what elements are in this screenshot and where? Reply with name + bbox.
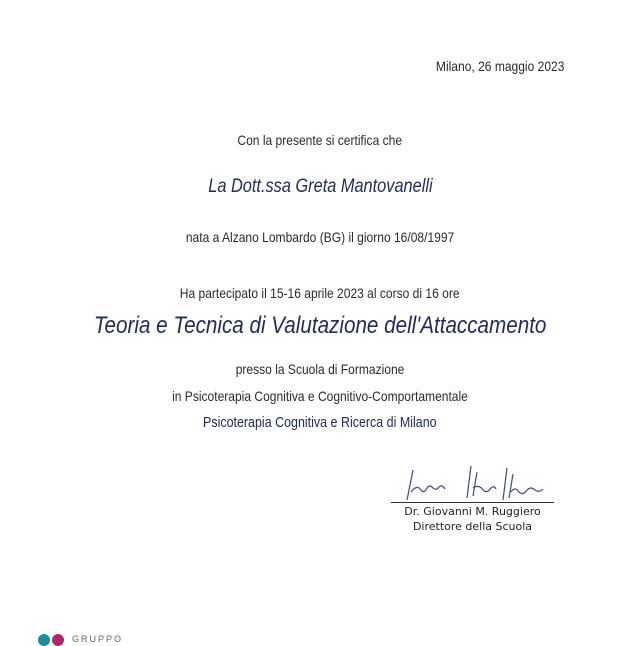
signature-line	[391, 502, 554, 503]
birth-info: nata a Alzano Lombardo (BG) il giorno 16/08/1997	[185, 229, 455, 245]
handwritten-signature	[393, 462, 553, 502]
signature-block	[385, 462, 560, 533]
logo-dot-magenta	[52, 634, 64, 646]
logo-text: GRUPPO	[72, 634, 124, 644]
recipient-name: La Dott.ssa Greta Mantovanelli	[207, 176, 433, 197]
school-line-1: presso la Scuola di Formazione	[235, 361, 405, 377]
course-title: Teoria e Tecnica di Valutazione dell'Attaccamento	[93, 312, 547, 339]
signatory-role: Direttore della Scuola	[412, 520, 533, 533]
logo-dot-teal	[38, 634, 50, 646]
intro-text: Con la presente si certifica che	[237, 132, 403, 148]
place-date: Milano, 26 maggio 2023	[435, 58, 564, 74]
participation-text: Ha partecipato il 15-16 aprile 2023 al corso di 16 ore	[180, 285, 460, 301]
school-name: Psicoterapia Cognitiva e Ricerca di Milano	[203, 415, 437, 431]
school-line-2: in Psicoterapia Cognitiva e Cognitivo-Comportamentale	[172, 388, 468, 404]
signatory-name: Dr. Giovanni M. Ruggiero	[404, 505, 541, 518]
